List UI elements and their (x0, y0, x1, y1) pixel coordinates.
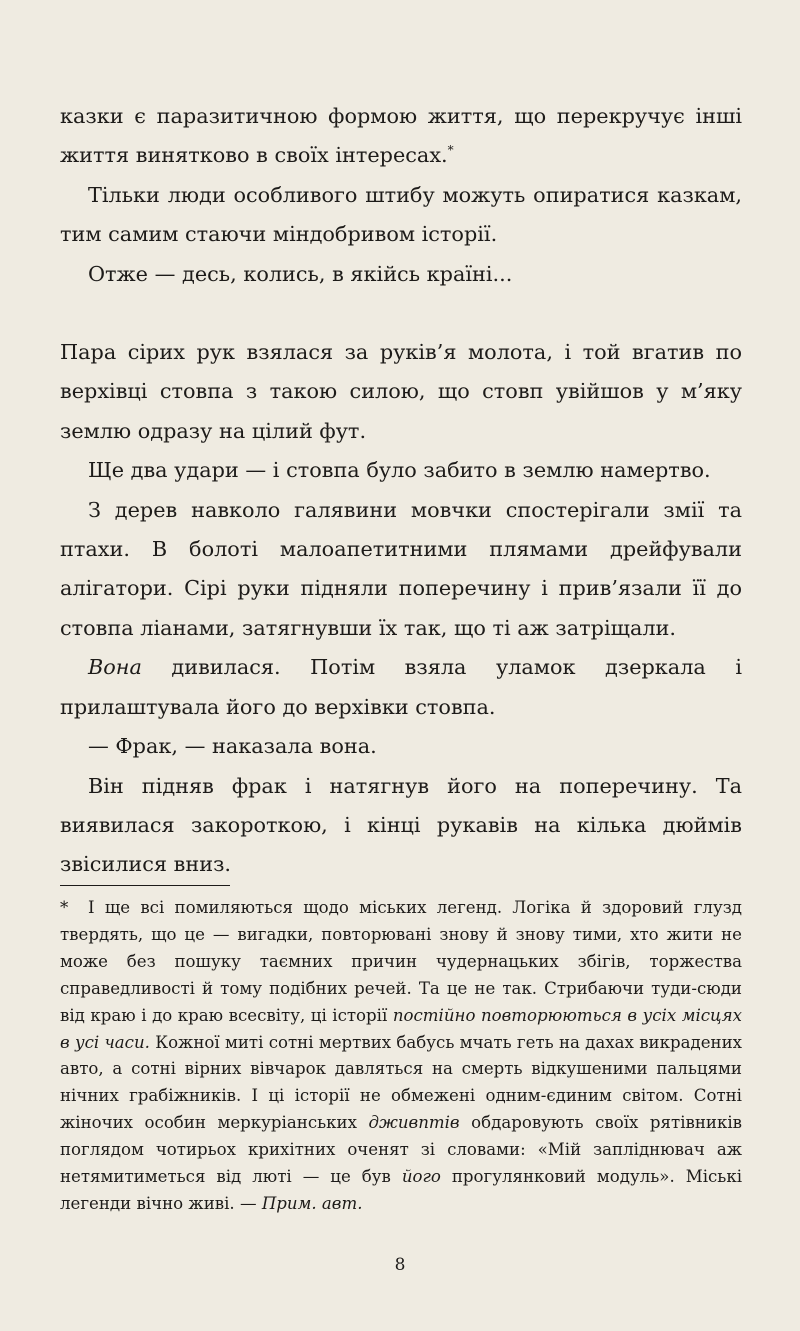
footnote-mark: * (60, 898, 69, 917)
paragraph-1-text: казки є паразитичною формою життя, що перекручує інші життя винятково в своїх інтересах. (60, 104, 742, 168)
page-number: 8 (394, 1255, 406, 1275)
paragraph-7 (60, 648, 742, 727)
paragraph-8: — Фрак, — наказала вона. (88, 734, 377, 759)
main-text (60, 97, 742, 885)
paragraph-7-italic: Вона (88, 655, 142, 680)
paragraph-2: Тільки люди особливого штибу можуть опиратися казкам, тим самим стаючи міндобривом історії. (60, 182, 742, 247)
paragraph-5: Ще два удари — і стовпа було забито в землю намертво. (88, 458, 711, 483)
paragraph-9: Він підняв фрак і натягнув його на поперечину. Та виявилася закороткою, і кінці рукавів на кілька дюймів звісилися вниз. (60, 773, 742, 877)
footnote-text: * І ще всі помиляються щодо міських легенд. Логіка й здоровий глузд твердять, що це — вигадки, повторювані знову й знову тими, хто жити не може без пошуку таємних причин чудернацьких збігів, торжества справедливості й тому подібних речей. Та це не так. Стрибаючи туди-сюди від краю і до краю всесвіту, ці історії постійно повторюються в усіх місцях в усі часи. Кожної миті сотні мертвих бабусь мчать геть на дахах викрадених авто, а сотні вірних вівчарок давляться на смерть відкушеними пальцями нічних грабіжників. І ці історії не обмежені одним-єдиним світом. Сотні жіночих особин меркуріанських дживптів обдаровують своїх рятівників поглядом чотирьох крихітних оченят зі словами: «Мій запліднювач аж нетямитиметься від люті — це був його прогулянковий модуль». Міські легенди вічно живі. — Прим. авт. (60, 895, 742, 1218)
paragraph-4: Пара сірих рук взялася за руків’я молота, і той вгатив по верхівці стовпа з такою силою, що стовп увійшов у м’яку землю одразу на цілий фут. (60, 340, 742, 443)
footnote-reference: * (447, 143, 454, 158)
paragraph-7-text: дивилася. Потім взяла уламок дзеркала і прилаштувала його до верхівки стовпа. (60, 655, 742, 719)
paragraph-1 (60, 97, 742, 176)
paragraph-3: Отже — десь, колись, в якійсь країні... (88, 261, 513, 286)
footnote-divider (60, 885, 230, 886)
footnote (60, 895, 742, 1218)
paragraph-6: З дерев навколо галявини мовчки спостерігали змії та птахи. В болоті малоапетитними плямами дрейфували алігатори. Сірі руки підняли поперечину і прив’язали її до стовпа ліанами, затягнувши їх так, що ті аж затріщали. (60, 497, 742, 640)
